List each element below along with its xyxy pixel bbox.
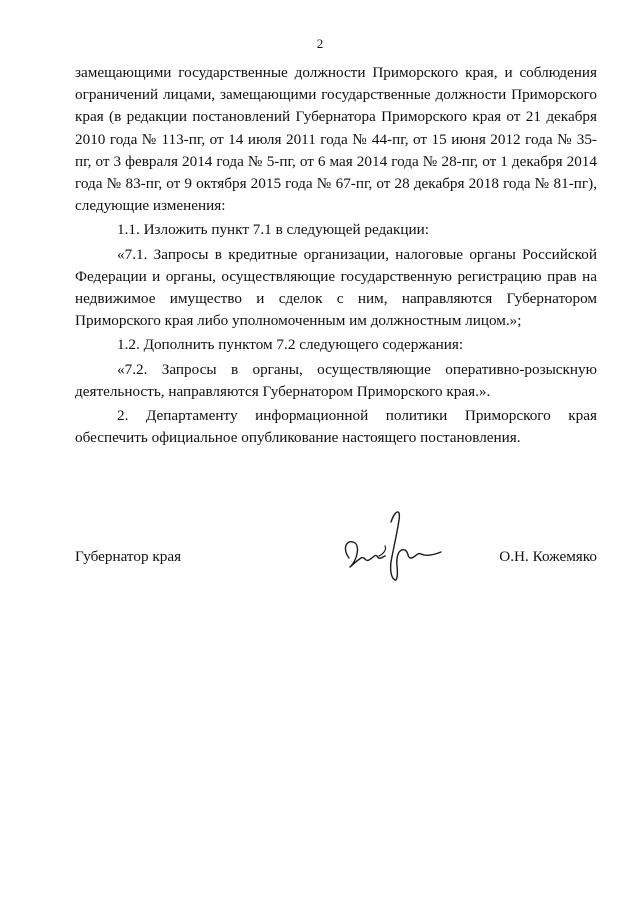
paragraph-quote-7-2: «7.2. Запросы в органы, осуществляющие оперативно-розыскную деятельность, направляются Губернатором Приморского края.».: [75, 360, 597, 400]
paragraph-quote-7-1: «7.1. Запросы в кредитные организации, налоговые органы Российской Федерации и органы, осуществляющие государственную регистрацию прав на недвижимое имущество и сделок с ним, направляются Губернатором Приморского края либо уполномоченным им должностным лицом.»;: [75, 245, 597, 330]
paragraph-continuation: замещающими государственные должности Приморского края, и соблюдения ограничений лицами, замещающими государственные должности Приморского края (в редакции постановлений Губернатора Приморского края от 21 декабря 2010 года № 113-пг, от 14 июля 2011 года № 44-пг, от 15 июня 2012 года № 35-пг, от 3 февраля 2014 года № 5-пг, от 6 мая 2014 года № 28-пг, от 1 декабря 2014 года № 83-пг, от 9 октября 2015 года № 67-пг, от 28 декабря 2018 года № 81-пг), следующие изменения:: [75, 64, 597, 215]
signer-position: Губернатор края: [75, 548, 182, 565]
paragraph-item-1-1: 1.1. Изложить пункт 7.1 в следующей редакции:: [117, 221, 430, 239]
paragraph-item-1-2: 1.2. Дополнить пунктом 7.2 следующего содержания:: [117, 336, 464, 354]
paragraph-item-2: 2. Департаменту информационной политики Приморского края обеспечить официальное опубликование настоящего постановления.: [75, 407, 597, 447]
handwritten-signature: [335, 500, 445, 586]
document-body: [75, 62, 597, 449]
page-number: 2: [316, 36, 324, 51]
signer-name: О.Н. Кожемяко: [499, 548, 597, 565]
